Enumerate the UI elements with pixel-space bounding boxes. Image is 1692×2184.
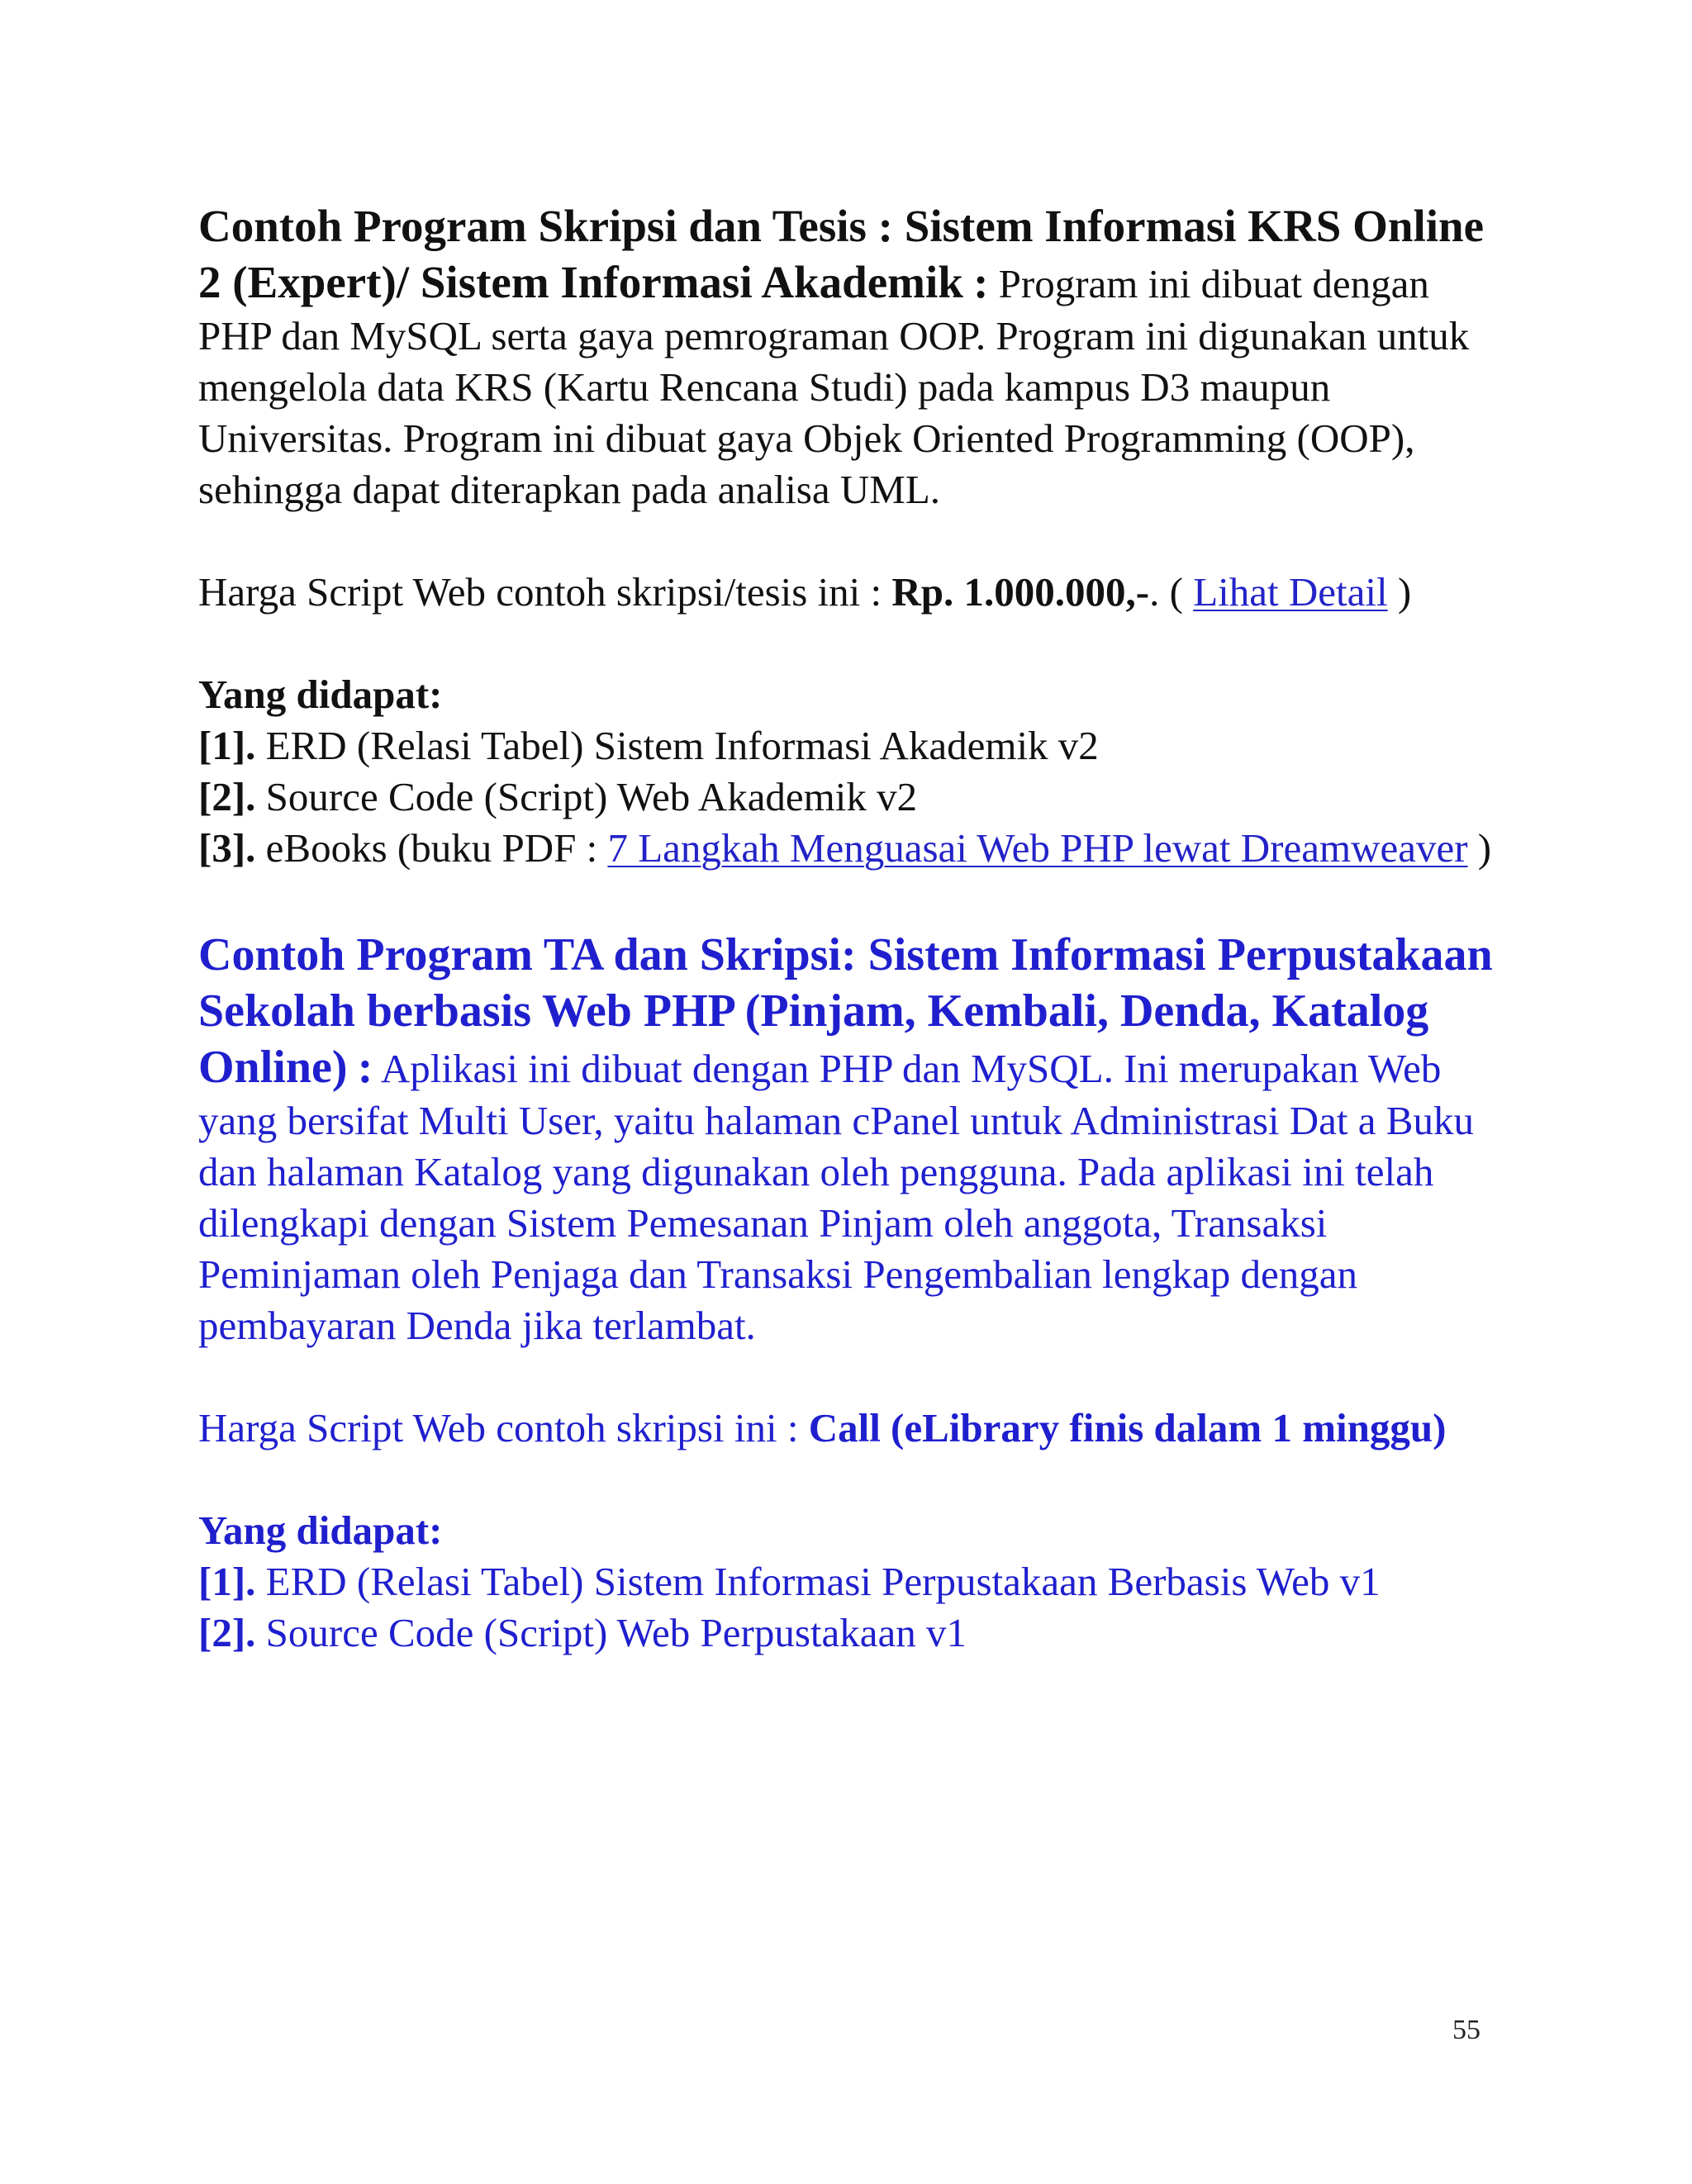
list-item-text: Source Code (Script) Web Akademik v2: [265, 774, 918, 819]
lihat-detail-link[interactable]: Lihat Detail: [1193, 569, 1388, 615]
price-value: Call (eLibrary finis dalam 1 minggu): [808, 1405, 1447, 1450]
list-item-number: [2].: [198, 774, 256, 819]
section-perpustakaan-title: Contoh Program TA dan Skripsi: Sistem Informasi Perpustakaan Sekolah berbasis Web PHP (Pinjam, Kembali, Denda, Katalog Online): [198, 929, 1493, 1093]
list-item-text: ERD (Relasi Tabel) Sistem Informasi Perpustakaan Berbasis Web v1: [265, 1559, 1381, 1604]
list-item: [198, 823, 1504, 874]
price-after: . (: [1149, 569, 1183, 615]
deliverables-heading: Yang didapat:: [198, 1507, 443, 1553]
spacer: [198, 515, 1504, 567]
list-item: [198, 720, 1504, 772]
price-label: Harga Script Web contoh skripsi ini :: [198, 1405, 799, 1450]
section-krs-price-line: [198, 567, 1504, 618]
page-number: 55: [1452, 2015, 1480, 2045]
list-item-number: [3].: [198, 825, 256, 871]
list-item-number: [1].: [198, 723, 256, 768]
section-perpustakaan-price-line: [198, 1403, 1504, 1454]
list-item-text: eBooks (buku PDF :: [265, 825, 598, 871]
list-item: [198, 772, 1504, 823]
price-value: Rp. 1.000.000,-: [891, 569, 1150, 615]
list-item-number: [2].: [198, 1610, 256, 1655]
ebook-dreamweaver-link[interactable]: 7 Langkah Menguasai Web PHP lewat Dreamweaver: [607, 825, 1468, 871]
list-item: [198, 1556, 1504, 1607]
price-close: ): [1397, 569, 1412, 615]
section-krs-title-colon: :: [973, 257, 989, 307]
section-krs-paragraph: [198, 198, 1504, 515]
list-item: [198, 1607, 1504, 1659]
spacer: [198, 618, 1504, 669]
section-krs-description: Program ini dibuat dengan PHP dan MySQL serta gaya pemrograman OOP. Program ini digunakan untuk mengelola data KRS (Kartu Rencana Studi) pada kampus D3 maupun Universitas. Program ini dibuat gaya Objek Oriented Programming (OOP), sehingga dapat diterapkan pada analisa UML.: [198, 261, 1470, 512]
list-item-number: [1].: [198, 1559, 256, 1604]
list-item-close: ): [1477, 825, 1492, 871]
list-item-text: ERD (Relasi Tabel) Sistem Informasi Akademik v2: [265, 723, 1099, 768]
section-perpustakaan-paragraph: [198, 927, 1504, 1351]
section-spacer: [198, 874, 1504, 927]
deliverables-heading: Yang didapat:: [198, 672, 443, 717]
spacer: [198, 1351, 1504, 1403]
section-krs-online: [198, 198, 1504, 874]
spacer: [198, 1454, 1504, 1505]
document-page: [198, 198, 1504, 1659]
section-perpustakaan-title-colon: :: [357, 1042, 373, 1093]
section-perpustakaan-description: Aplikasi ini dibuat dengan PHP dan MySQL. Ini merupakan Web yang bersifat Multi User, yaitu halaman cPanel untuk Administrasi Dat a Buku dan halaman Katalog yang digunakan oleh pengguna. Pada aplikasi ini telah dilengkapi dengan Sistem Pemesanan Pinjam oleh anggota, Transaksi Peminjaman oleh Penjaga dan Transaksi Pengembalian lengkap dengan pembayaran Denda jika terlambat.: [198, 1046, 1474, 1348]
section-krs-title: Contoh Program Skripsi dan Tesis : Sistem Informasi KRS Online 2 (Expert)/ Sistem Informasi Akademik: [198, 201, 1485, 307]
price-label: Harga Script Web contoh skripsi/tesis ini :: [198, 569, 882, 615]
section-perpustakaan: [198, 927, 1504, 1659]
list-item-text: Source Code (Script) Web Perpustakaan v1: [265, 1610, 967, 1655]
